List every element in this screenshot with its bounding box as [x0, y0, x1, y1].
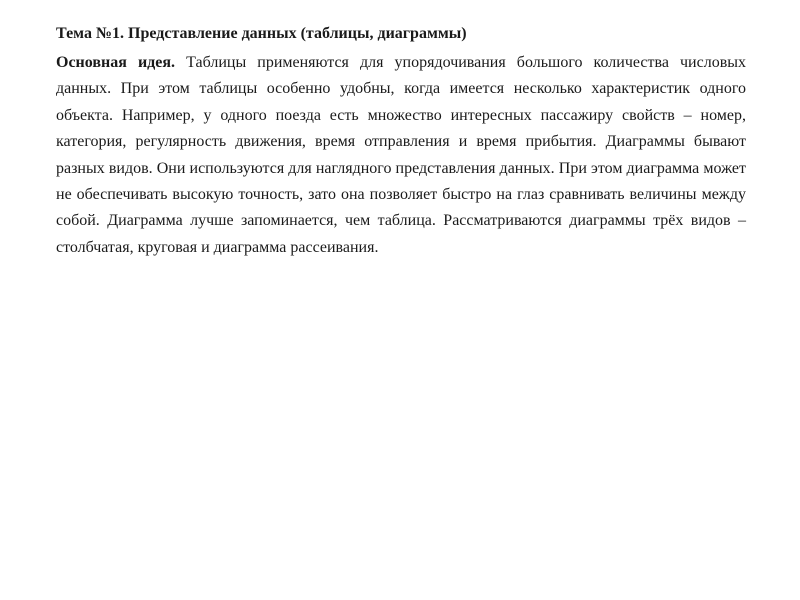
lead-phrase: Основная идея.: [56, 54, 176, 71]
paragraph-body: Таблицы применяются для упорядочивания большого количества числовых данных. При этом таблицы особенно удобны, когда имеется несколько характеристик одного объекта. Например, у одного поезда есть множество интересных пассажиру свойств – номер, категория, регулярность движения, время отправления и время прибытия. Диаграммы бывают разных видов. Они используются для наглядного представления данных. При этом диаграмма может не обеспечивать высокую точность, зато она позволяет быстро на глаз сравнивать величины между собой. Диаграмма лучше запоминается, чем таблица. Рассматриваются диаграммы трёх видов – столбчатая, круговая и диаграмма рассеивания.: [56, 54, 747, 256]
main-paragraph: [56, 50, 746, 261]
document-title: Тема №1. Представление данных (таблицы, диаграммы): [56, 25, 467, 42]
